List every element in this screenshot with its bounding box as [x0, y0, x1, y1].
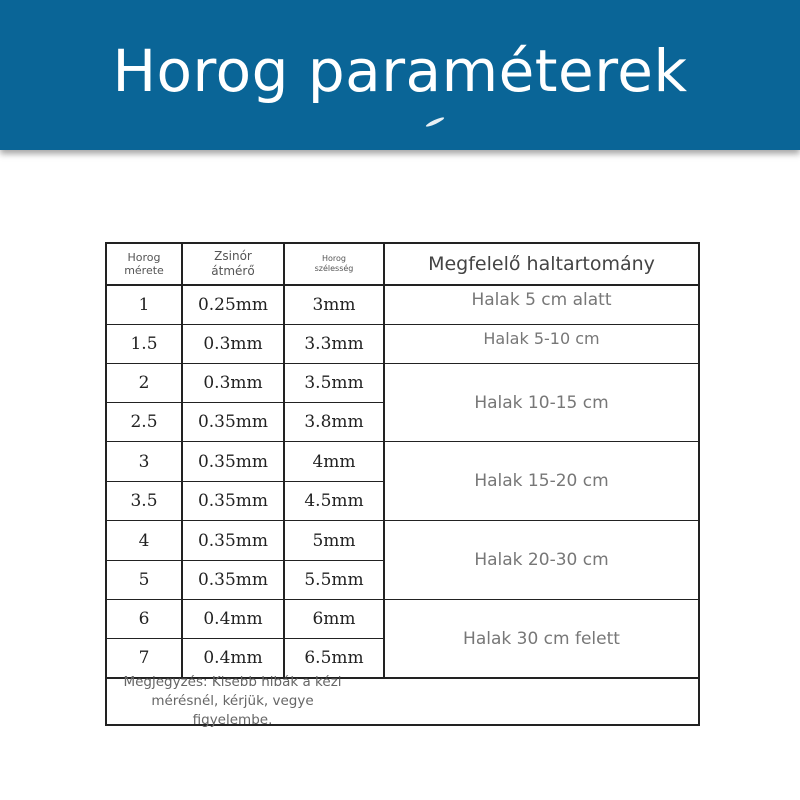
cell-fish-range: Halak 20-30 cm — [474, 550, 609, 570]
cell-hook-width: 3mm — [312, 295, 356, 315]
cell-line-diameter: 0.3mm — [203, 373, 263, 393]
header-hook-size: Horog mérete — [124, 251, 164, 277]
header-hook-width: Horog szélesség — [314, 254, 354, 273]
cell-fish-range: Halak 5-10 cm — [483, 329, 600, 348]
cell-hook-size: 3.5 — [130, 491, 158, 511]
header-fish-range: Megfelelő haltartomány — [428, 253, 655, 275]
cell-hook-width: 6.5mm — [304, 648, 364, 668]
cell-line-diameter: 0.35mm — [197, 412, 269, 432]
banner-glint — [425, 116, 445, 128]
cell-hook-width: 4.5mm — [304, 491, 364, 511]
cell-hook-size: 3 — [138, 451, 150, 472]
cell-hook-width: 3.5mm — [304, 373, 364, 393]
cell-line-diameter: 0.35mm — [197, 491, 269, 511]
cell-hook-size: 2.5 — [130, 412, 158, 432]
cell-line-diameter: 0.4mm — [203, 648, 263, 668]
cell-line-diameter: 0.4mm — [203, 609, 263, 629]
cell-hook-width: 3.8mm — [304, 412, 364, 432]
cell-hook-width: 4mm — [312, 451, 356, 472]
cell-hook-width: 5mm — [312, 530, 356, 551]
cell-line-diameter: 0.35mm — [197, 451, 269, 472]
cell-hook-width: 5.5mm — [304, 570, 364, 590]
cell-hook-size: 2 — [138, 373, 150, 393]
cell-fish-range: Halak 15-20 cm — [474, 471, 609, 491]
cell-hook-size: 7 — [138, 648, 150, 668]
cell-line-diameter: 0.35mm — [197, 530, 269, 551]
cell-hook-width: 3.3mm — [304, 334, 364, 354]
header-line-diameter: Zsinór átmérő — [211, 249, 255, 278]
cell-fish-range: Halak 10-15 cm — [474, 392, 609, 413]
cell-hook-size: 5 — [138, 570, 150, 590]
parameters-table — [105, 242, 700, 726]
cell-hook-size: 4 — [138, 530, 150, 551]
measurement-note: Megjegyzés: Kisebb hibák a kézi mérésnél, kérjük, vegye figyelembe. — [123, 674, 342, 728]
cell-fish-range: Halak 5 cm alatt — [471, 290, 612, 310]
cell-line-diameter: 0.35mm — [197, 570, 269, 590]
cell-line-diameter: 0.25mm — [197, 295, 269, 315]
page-title: Horog paraméterek — [112, 37, 688, 105]
cell-line-diameter: 0.3mm — [203, 334, 263, 354]
cell-hook-size: 1.5 — [130, 334, 158, 354]
cell-hook-size: 6 — [138, 609, 150, 629]
cell-hook-size: 1 — [138, 295, 150, 315]
cell-hook-width: 6mm — [312, 609, 356, 629]
cell-fish-range: Halak 30 cm felett — [463, 628, 620, 649]
title-banner — [0, 0, 800, 150]
